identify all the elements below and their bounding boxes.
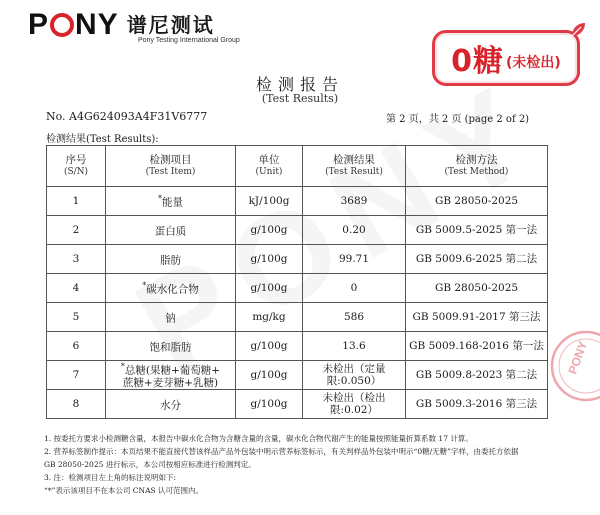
cell-unit: g/100g bbox=[236, 390, 303, 419]
cell-item: 水分 bbox=[106, 390, 236, 419]
cell-item: 钠 bbox=[106, 303, 236, 332]
table-row bbox=[47, 187, 548, 216]
cell-method: GB 5009.6-2025 第二法 bbox=[406, 245, 548, 274]
cell-result: 0.20 bbox=[303, 216, 406, 245]
logo-english-name: Pony Testing International Group bbox=[138, 37, 240, 44]
table-row bbox=[47, 245, 548, 274]
note-line: 1. 按委托方要求小检测糖含量，本报告中碳水化合物为含糖含量的含量，碳水化合物代谢产生的能量按照能量折算系数 17 计算。 bbox=[44, 434, 473, 443]
report-number: No. A4G624093A4F31V6777 bbox=[46, 110, 208, 123]
header-method: 检测方法 (Test Method) bbox=[406, 146, 548, 187]
logo-chinese-name: 谱尼测试 bbox=[126, 13, 215, 37]
cell-result: 99.71 bbox=[303, 245, 406, 274]
cell-result: 3689 bbox=[303, 187, 406, 216]
table-row bbox=[47, 274, 548, 303]
cell-item: *能量 bbox=[106, 187, 236, 216]
cell-method: GB 5009.91-2017 第三法 bbox=[406, 303, 548, 332]
cell-unit: g/100g bbox=[236, 274, 303, 303]
svg-text:PONY: PONY bbox=[565, 339, 591, 377]
logo-wordmark bbox=[28, 10, 119, 40]
table-row bbox=[47, 390, 548, 419]
cell-sn: 5 bbox=[47, 303, 106, 332]
cell-item: *总糖(果糖+葡萄糖+ 蔗糖+麦芽糖+乳糖) bbox=[106, 361, 236, 390]
table-header-row bbox=[47, 146, 548, 187]
cell-unit: mg/kg bbox=[236, 303, 303, 332]
cell-item: 脂肪 bbox=[106, 245, 236, 274]
cell-method: GB 5009.168-2016 第一法 bbox=[406, 332, 548, 361]
cell-item: 饱和脂肪 bbox=[106, 332, 236, 361]
cell-unit: g/100g bbox=[236, 332, 303, 361]
table-row bbox=[47, 361, 548, 390]
results-label: 检测结果(Test Results): bbox=[46, 134, 159, 145]
note-line: 2. 营养标签制作提示：本页结果不能直接代替该样品产品外包装中明示营养标签标示，有关判样品外包装中明示“0糖/无糖”字样，由委托方依据 bbox=[44, 447, 519, 456]
leaf-icon bbox=[568, 20, 588, 40]
note-line: GB 28050-2025 进行标示，本公司按相应标准进行检测判定。 bbox=[44, 460, 256, 469]
table-row bbox=[47, 332, 548, 361]
cell-result: 未检出（定量 限:0.050） bbox=[303, 361, 406, 390]
cell-result: 13.6 bbox=[303, 332, 406, 361]
report-title: 检测报告 bbox=[255, 75, 344, 94]
report-subtitle: (Test Results) bbox=[261, 92, 339, 105]
cell-unit: g/100g bbox=[236, 245, 303, 274]
cell-method: GB 5009.5-2025 第一法 bbox=[406, 216, 548, 245]
cell-result: 未检出（检出 限:0.02） bbox=[303, 390, 406, 419]
note-line: 3. 注：检测项目左上角的标注说明如下: bbox=[44, 473, 177, 482]
cell-method: GB 5009.3-2016 第三法 bbox=[406, 390, 548, 419]
header-item: 检测项目 (Test Item) bbox=[106, 146, 236, 187]
cell-result: 586 bbox=[303, 303, 406, 332]
cell-method: GB 5009.8-2023 第二法 bbox=[406, 361, 548, 390]
cell-method: GB 28050-2025 bbox=[406, 274, 548, 303]
results-table bbox=[46, 145, 548, 419]
header-unit: 单位 (Unit) bbox=[236, 146, 303, 187]
note-line: “*”表示该项目不在本公司 CNAS 认可范围内。 bbox=[44, 486, 204, 495]
cell-item: 蛋白质 bbox=[106, 216, 236, 245]
badge-main-text: 0糖 bbox=[451, 44, 505, 79]
cell-sn: 7 bbox=[47, 361, 106, 390]
cell-item: *碳水化合物 bbox=[106, 274, 236, 303]
cell-sn: 6 bbox=[47, 332, 106, 361]
pony-logo bbox=[28, 8, 240, 44]
company-seal-icon bbox=[548, 328, 600, 404]
cell-result: 0 bbox=[303, 274, 406, 303]
cell-sn: 8 bbox=[47, 390, 106, 419]
header-result: 检测结果 (Test Result) bbox=[303, 146, 406, 187]
cell-method: GB 28050-2025 bbox=[406, 187, 548, 216]
logo-letters-ny: NY bbox=[75, 8, 119, 41]
cell-sn: 2 bbox=[47, 216, 106, 245]
table-row bbox=[47, 303, 548, 332]
report-notes bbox=[44, 432, 556, 497]
cell-unit: g/100g bbox=[236, 361, 303, 390]
cell-unit: kJ/100g bbox=[236, 187, 303, 216]
cell-sn: 4 bbox=[47, 274, 106, 303]
logo-letter-p: P bbox=[28, 8, 50, 41]
cell-sn: 1 bbox=[47, 187, 106, 216]
logo-o-ring-icon bbox=[50, 13, 74, 37]
badge-sub-text: (未检出) bbox=[506, 55, 561, 71]
cell-sn: 3 bbox=[47, 245, 106, 274]
cell-unit: g/100g bbox=[236, 216, 303, 245]
header-sn: 序号 (S/N) bbox=[47, 146, 106, 187]
table-row bbox=[47, 216, 548, 245]
page-info: 第 2 页，共 2 页 (page 2 of 2) bbox=[386, 114, 530, 125]
